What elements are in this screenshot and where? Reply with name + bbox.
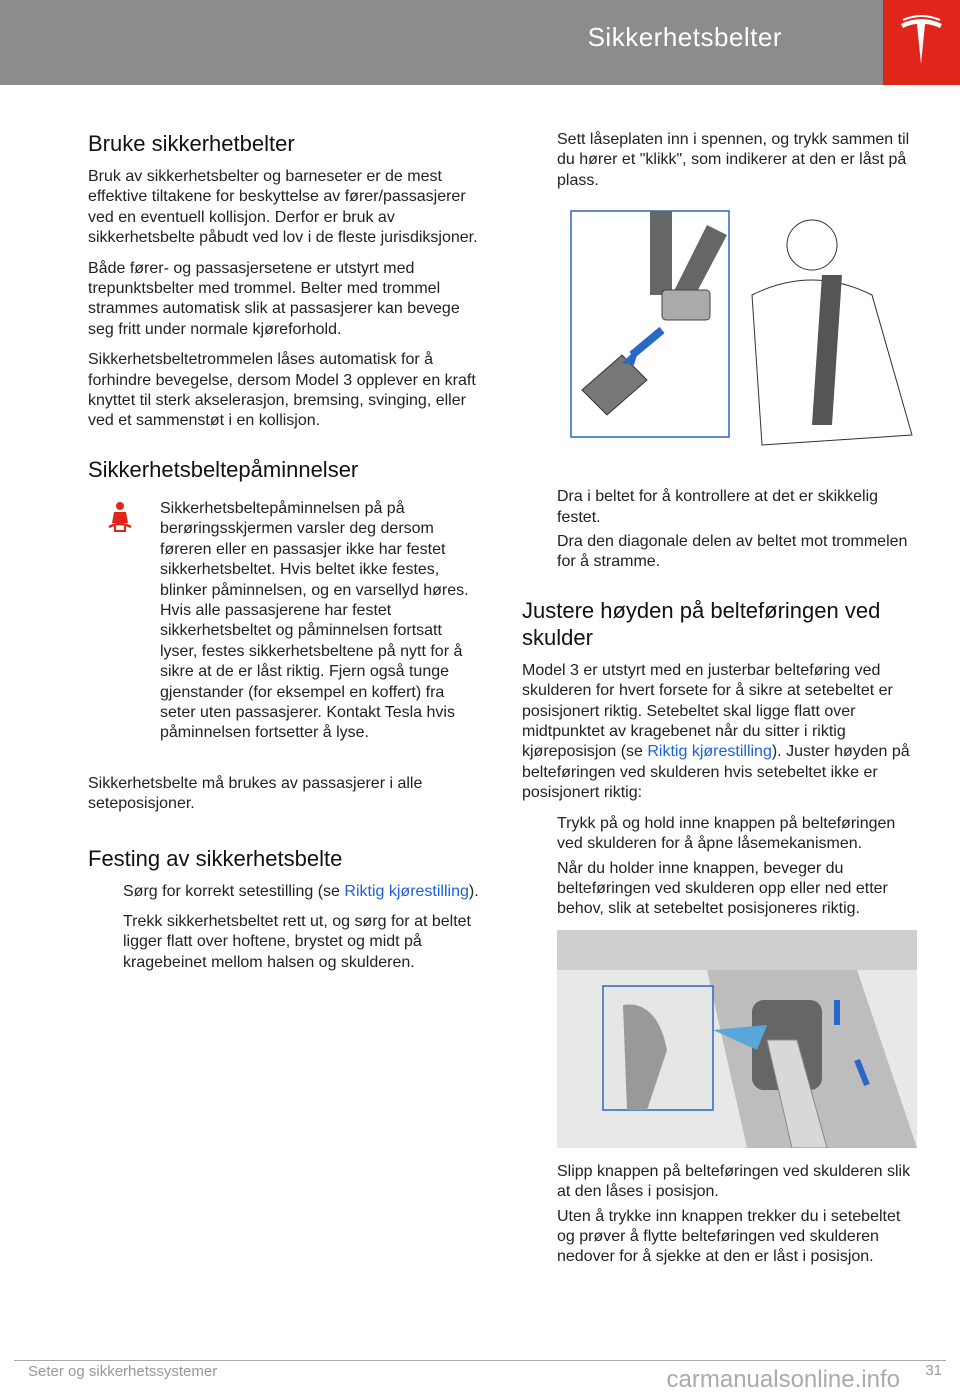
shoulder-anchor-illustration (557, 930, 917, 1148)
paragraph-text: Model 3 er utstyrt med en justerbar belteføring ved skulderen for hvert forsete for å sikre at setebeltet er posisjonert riktig. Setebeltet skal ligge flatt over midtpunktet av kragebenet når du sitter i riktig kjøreposisjon (se (522, 661, 893, 761)
paragraph: Sikkerhetsbeltetrommelen låses automatisk for å forhindre bevegelse, dersom Model 3 opplever en kraft knyttet til sterk akselerasjon, bremsing, svinging, eller ved et sammenstøt i en kollisjon. (88, 351, 476, 430)
paragraph-text: ). Juster høyden på belteføringen ved skulderen hvis setebeltet ikke er posisjonert riktig: (522, 743, 910, 802)
left-column (88, 130, 480, 983)
heading-fastening: Festing av sikkerhetsbelte (88, 845, 343, 871)
page-number: 31 (925, 1362, 942, 1379)
paragraph (522, 661, 914, 804)
reminder-block (88, 499, 480, 744)
heading-reminders: Sikkerhetsbeltepåminnelser (88, 456, 359, 482)
heading-using-belts: Bruke sikkerhetbelter (88, 131, 295, 156)
adjust-step-1: Trykk på og hold inne knappen på belteføringen ved skulderen for å åpne låsemekanismen. (557, 814, 896, 853)
right-column (522, 130, 914, 1278)
watermark: carmanualsonline.info (666, 1366, 900, 1393)
step-1 (88, 882, 480, 902)
step-text: Sørg for korrekt setestilling (se (123, 882, 345, 900)
paragraph: Sikkerhetsbelte må brukes av passasjerer i alle seteposisjoner. (88, 774, 423, 813)
adjust-step-2: Når du holder inne knappen, beveger du belteføringen ved skulderen opp eller ned etter behov, slik at setebeltet posisjoneres riktig. (557, 859, 888, 918)
step-4: Dra i beltet for å kontrollere at det er skikkelig festet. (557, 488, 879, 526)
adjust-step-4: Uten å trykke inn knappen trekker du i setebeltet og prøver å flytte belteføringen ved skulderen nedover for å sjekke at den er låst i posisjon. (557, 1207, 901, 1266)
heading-adjust-height: Justere høyden på belteføringen ved skulder (522, 597, 881, 650)
step-2: Trekk sikkerhetsbeltet rett ut, og sørg for at beltet ligger flatt over hoftene, brystet og midt på kragebeinet mellom halsen og skulderen. (123, 912, 471, 971)
link-correct-position[interactable]: Riktig kjørestilling (344, 882, 469, 900)
footer-section: Seter og sikkerhetssystemer (28, 1363, 218, 1380)
link-correct-position[interactable]: Riktig kjørestilling (647, 743, 772, 761)
page-header (0, 0, 883, 85)
buckle-illustration (522, 205, 914, 475)
paragraph: Bruk av sikkerhetsbelter og barneseter er de mest effektive tiltakene for beskyttelse av fører/passasjerer ved en eventuell kollisjon. Derfor er bruk av sikkerhetsbelte påbudt ved lov i de fleste jurisdiksjoner. (88, 168, 478, 247)
step-text: ). (468, 882, 479, 900)
reminder-text: Sikkerhetsbeltepåminnelsen på på berøringsskjermen varsler deg dersom føreren eller en passasjer ikke har festet sikkerhetsbeltet. Hvis beltet ikke festes, blinker påminnelsen, og en varsellyd høres. Hvis alle passasjerene har festet sikkerhetsbeltet og påminnelsen fortsatt lyser, festes sikkerhetsbeltene på nytt for å sikre at de er låst riktig. Fjern også tunge gjenstander (for eksempel en koffert) fra seter uten passasjerer. Kontakt Tesla hvis påminnelsen fortsetter å lyse. (160, 499, 469, 742)
step-5: Dra den diagonale delen av beltet mot trommelen for å stramme. (557, 533, 908, 571)
paragraph: Både fører- og passasjersetene er utstyrt med trepunktsbelter med trommel. Belter med trommel strammes automatisk slik at passasjerer kan bevege seg fritt under normale kjøreforhold. (88, 259, 460, 338)
footer-divider (14, 1360, 946, 1361)
page-title: Sikkerhetsbelter (587, 22, 782, 52)
tesla-logo (883, 0, 960, 85)
step-3: Sett låseplaten inn i spennen, og trykk sammen til du hører et "klikk", som indikerer at den er låst på plass. (557, 131, 910, 189)
seatbelt-warning-icon (106, 501, 134, 539)
adjust-step-3: Slipp knappen på belteføringen ved skulderen slik at den låses i posisjon. (557, 1162, 911, 1201)
